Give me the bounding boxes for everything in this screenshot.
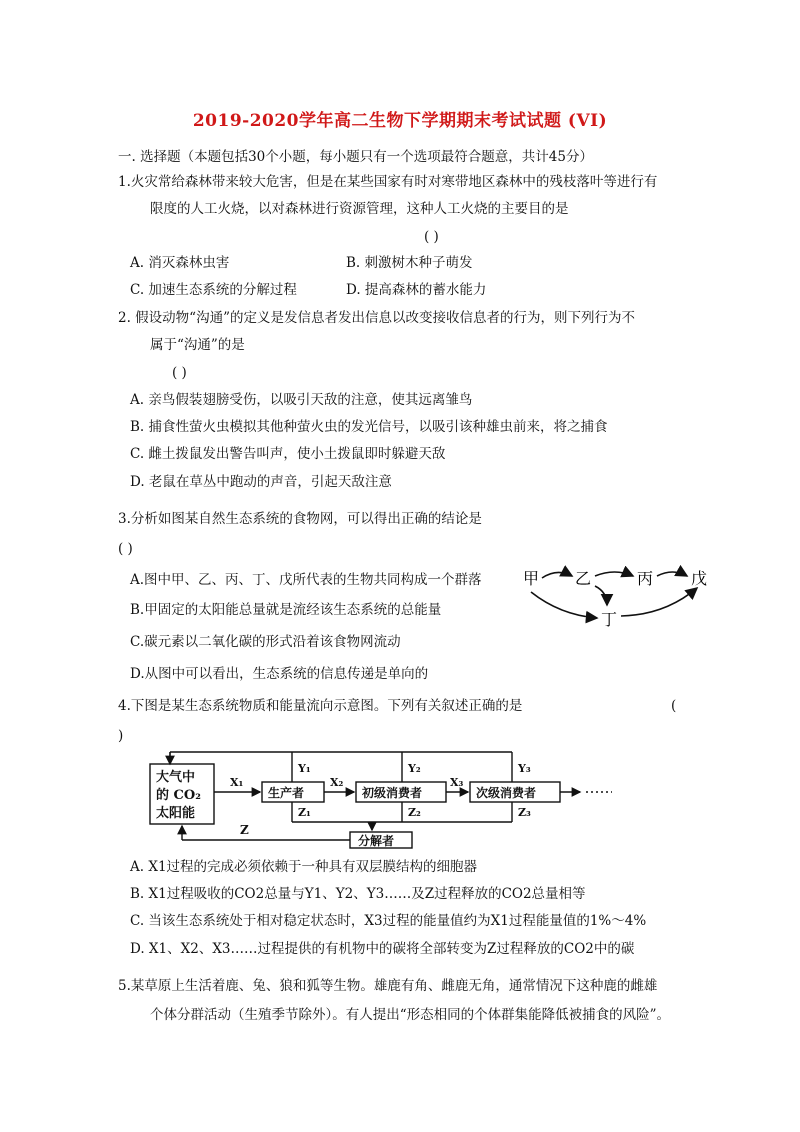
q5-stem-line1: 5.某草原上生活着鹿、兔、狼和狐等生物。雄鹿有角、雌鹿无角，通常情况下这种鹿的雌雄 — [118, 978, 658, 994]
arrow-yi-bing — [595, 572, 633, 576]
label-x1: X₁ — [230, 776, 244, 789]
q5-stem-line2: 个体分群活动（生殖季节除外）。有人提出“形态相同的个体群集能降低被捕食的风险”。 — [150, 1007, 671, 1023]
label-z: Z — [240, 823, 249, 837]
q1-stem-line1: 1.火灾常给森林带来较大危害，但是在某些国家有时对寒带地区森林中的残枝落叶等进行有 — [118, 174, 658, 190]
arrow-yi-ding — [595, 586, 607, 605]
q3-option-a: A.图中甲、乙、丙、丁、戊所代表的生物共同构成一个群落 — [130, 572, 482, 588]
node-jia: 甲 — [523, 569, 540, 588]
q3-option-c: C.碳元素以二氧化碳的形式沿着该食物网流动 — [130, 634, 401, 650]
q2-option-c: C. 雌土拨鼠发出警告叫声，使小土拨鼠即时躲避天敌 — [130, 446, 446, 462]
q4-option-b: B. X1过程吸收的CO2总量与Y1、Y2、Y3……及Z过程释放的CO2总量相等 — [130, 886, 586, 902]
q4-stem-line1: 4.下图是某生态系统物质和能量流向示意图。下列有关叙述正确的是 — [118, 698, 523, 714]
q3-option-b: B.甲固定的太阳能总量就是流经该生态系统的总能量 — [130, 602, 442, 618]
atm-label-2: 的 CO₂ — [156, 788, 201, 803]
energy-flow-diagram — [140, 750, 630, 850]
label-z3: Z₃ — [518, 806, 531, 819]
node-bing: 丙 — [637, 569, 654, 588]
section-header: 一. 选择题（本题包括30个小题，每小题只有一个选项最符合题意，共计45分） — [118, 149, 593, 165]
atm-label-3: 太阳能 — [156, 806, 196, 821]
arrow-jia-yi — [542, 572, 572, 578]
q2-option-a: A. 亲鸟假装翅膀受伤，以吸引天敌的注意，使其远离雏鸟 — [130, 392, 473, 408]
q4-bracket-close: ) — [118, 728, 124, 744]
secondary-consumer-label: 次级消费者 — [476, 786, 537, 800]
q2-stem-line1: 2. 假设动物“沟通”的定义是发信息者发出信息以改变接收信息者的行为，则下列行为不 — [118, 310, 635, 326]
q2-option-b: B. 捕食性萤火虫模拟其他种萤火虫的发光信号，以吸引该种雄虫前来，将之捕食 — [130, 419, 608, 435]
label-y3: Y₃ — [518, 762, 531, 775]
q3-answer-bracket: ( ) — [118, 541, 133, 557]
q1-answer-bracket: ( ) — [424, 229, 439, 245]
q1-option-a: A. 消灭森林虫害 — [130, 255, 230, 271]
label-z1: Z₁ — [298, 806, 311, 819]
page-title: 2019-2020学年高二生物下学期期末考试试题 (VI) — [192, 111, 608, 131]
label-x3: X₃ — [450, 776, 464, 789]
food-web-diagram — [515, 560, 725, 635]
q4-option-c: C. 当该生态系统处于相对稳定状态时，X3过程的能量值约为X1过程能量值的1%～4% — [130, 913, 647, 929]
q1-stem-line2: 限度的人工火烧，以对森林进行资源管理，这种人工火烧的主要目的是 — [150, 201, 569, 217]
decomposer-label: 分解者 — [358, 834, 395, 848]
q4-option-a: A. X1过程的完成必须依赖于一种具有双层膜结构的细胞器 — [130, 859, 478, 875]
q2-stem-line2: 属于“沟通”的是 — [150, 337, 245, 353]
label-x2: X₂ — [330, 776, 344, 789]
q1-option-c: C. 加速生态系统的分解过程 — [130, 282, 297, 298]
node-yi: 乙 — [575, 569, 592, 588]
producer-label: 生产者 — [268, 786, 305, 800]
q2-option-d: D. 老鼠在草丛中跑动的声音，引起天敌注意 — [130, 474, 392, 490]
label-y1: Y₁ — [298, 762, 311, 775]
q4-option-d: D. X1、X2、X3……过程提供的有机物中的碳将全部转变为Z过程释放的CO2中的碳 — [130, 941, 635, 957]
arrow-jia-ding — [531, 592, 597, 618]
primary-consumer-label: 初级消费者 — [362, 786, 423, 800]
node-ding: 丁 — [601, 610, 618, 629]
q3-stem-line1: 3.分析如图某自然生态系统的食物网，可以得出正确的结论是 — [118, 511, 482, 527]
label-z2: Z₂ — [408, 806, 421, 819]
q1-option-d: D. 提高森林的蓄水能力 — [346, 282, 487, 298]
arrow-ding-wu — [621, 588, 697, 616]
atm-label-1: 大气中 — [156, 770, 196, 785]
node-wu: 戊 — [691, 569, 708, 588]
q2-answer-bracket: ( ) — [172, 365, 187, 381]
q3-option-d: D.从图中可以看出，生态系统的信息传递是单向的 — [130, 666, 429, 682]
q1-option-b: B. 刺激树木种子萌发 — [346, 255, 473, 271]
arrow-bing-wu — [657, 572, 687, 576]
q4-bracket-open: ( — [671, 698, 677, 714]
label-y2: Y₂ — [408, 762, 421, 775]
